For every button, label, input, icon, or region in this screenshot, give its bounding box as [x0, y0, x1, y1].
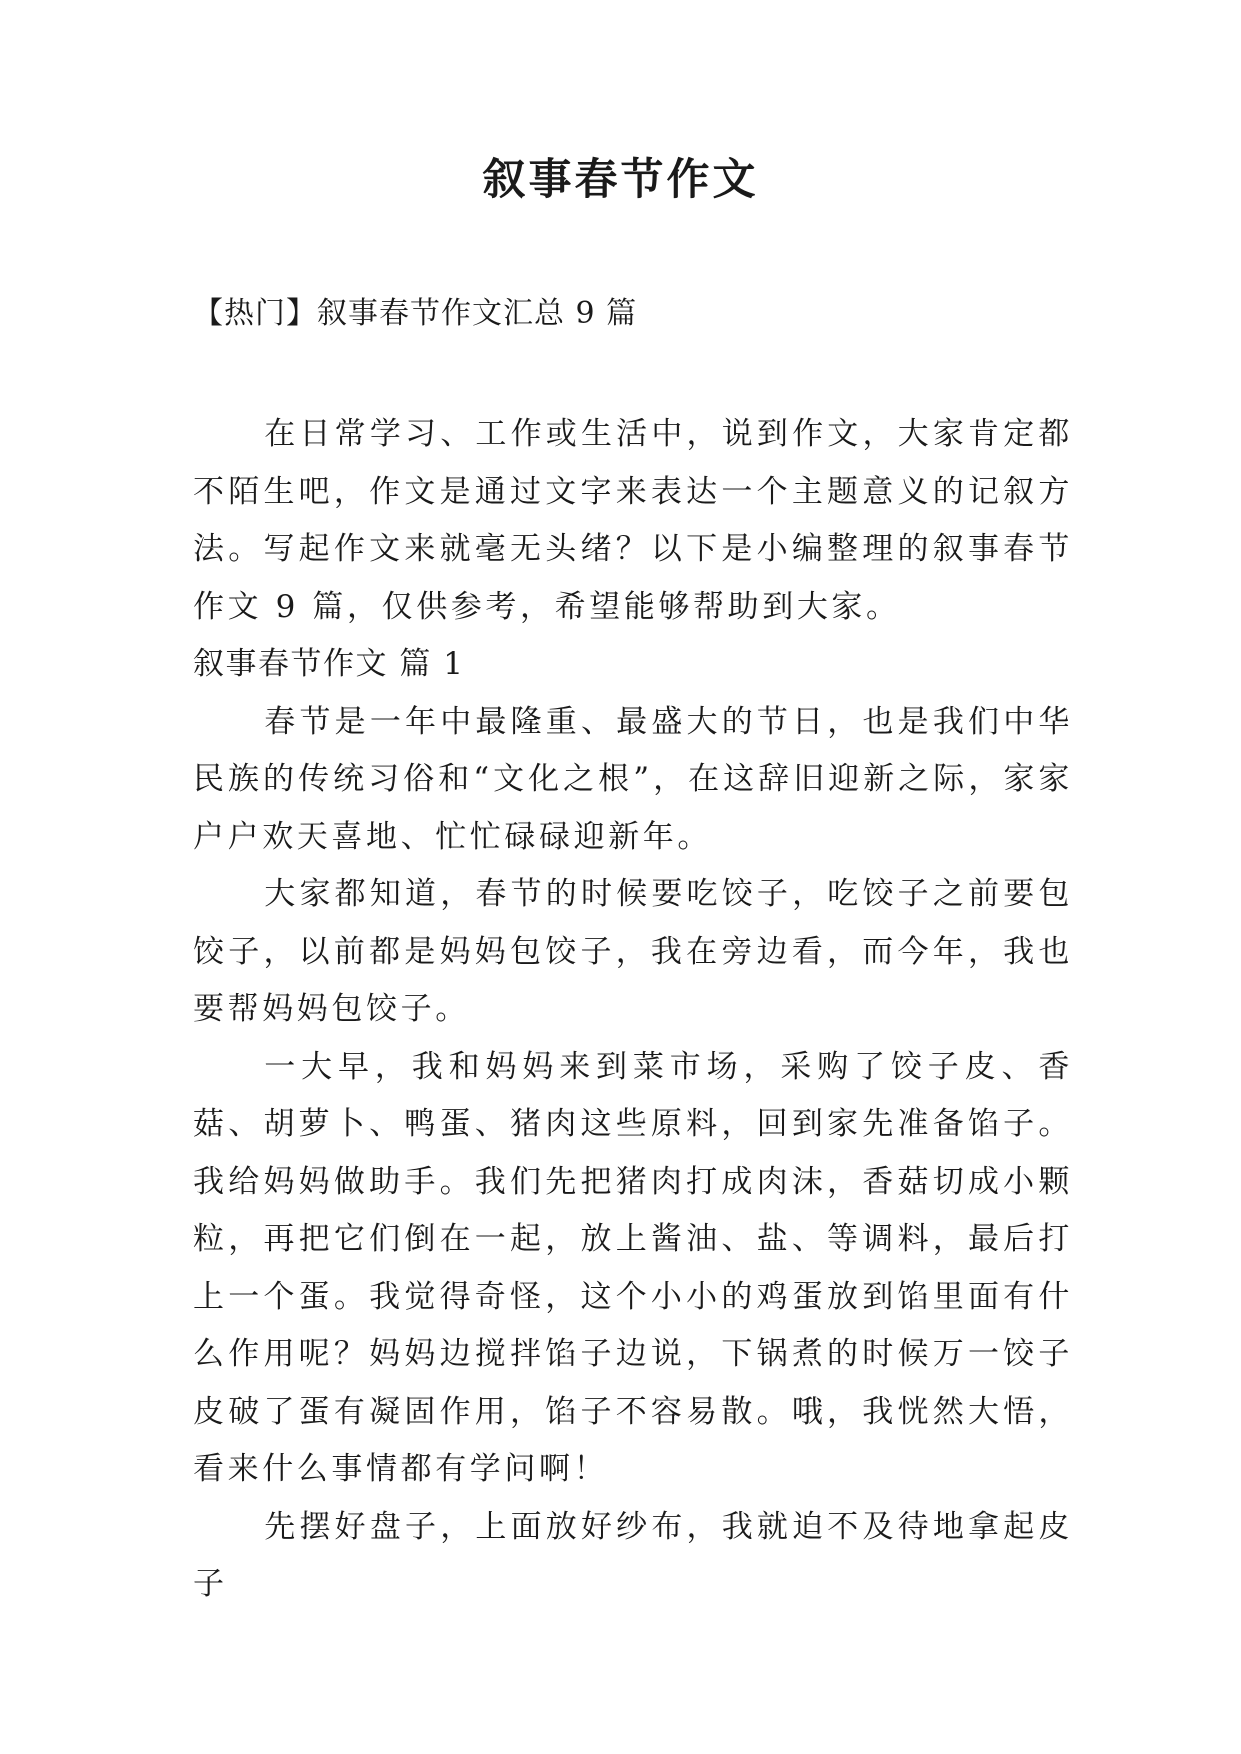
- section-heading: 叙事春节作文 篇 1: [193, 646, 465, 682]
- document-body: [193, 406, 1073, 1614]
- body-paragraph: 春节是一年中最隆重、最盛大的节日，也是我们中华民族的传统习俗和“文化之根”，在这辞旧迎新之际，家家户户欢天喜地、忙忙碌碌迎新年。: [193, 703, 1073, 855]
- body-paragraph: 大家都知道，春节的时候要吃饺子，吃饺子之前要包饺子，以前都是妈妈包饺子，我在旁边看，而今年，我也要帮妈妈包饺子。: [193, 876, 1073, 1027]
- document-title: 叙事春节作文: [482, 155, 759, 205]
- intro-paragraph: 在日常学习、工作或生活中，说到作文，大家肯定都不陌生吧，作文是通过文字来表达一个主题意义的记叙方法。写起作文来就毫无头绪？以下是小编整理的叙事春节作文 9 篇，仅供参考，希望能够帮助到大家。: [193, 416, 1073, 625]
- document-subtitle: 【热门】叙事春节作文汇总 9 篇: [193, 296, 638, 331]
- body-paragraph: 先摆好盘子，上面放好纱布，我就迫不及待地拿起皮子: [193, 1508, 1073, 1602]
- body-paragraph: 一大早，我和妈妈来到菜市场，采购了饺子皮、香菇、胡萝卜、鸭蛋、猪肉这些原料，回到家先准备馅子。我给妈妈做助手。我们先把猪肉打成肉沫，香菇切成小颗粒，再把它们倒在一起，放上酱油、盐、等调料，最后打上一个蛋。我觉得奇怪，这个小小的鸡蛋放到馅里面有什么作用呢？妈妈边搅拌馅子边说，下锅煮的时候万一饺子皮破了蛋有凝固作用，馅子不容易散。哦，我恍然大悟，看来什么事情都有学问啊！: [193, 1048, 1073, 1487]
